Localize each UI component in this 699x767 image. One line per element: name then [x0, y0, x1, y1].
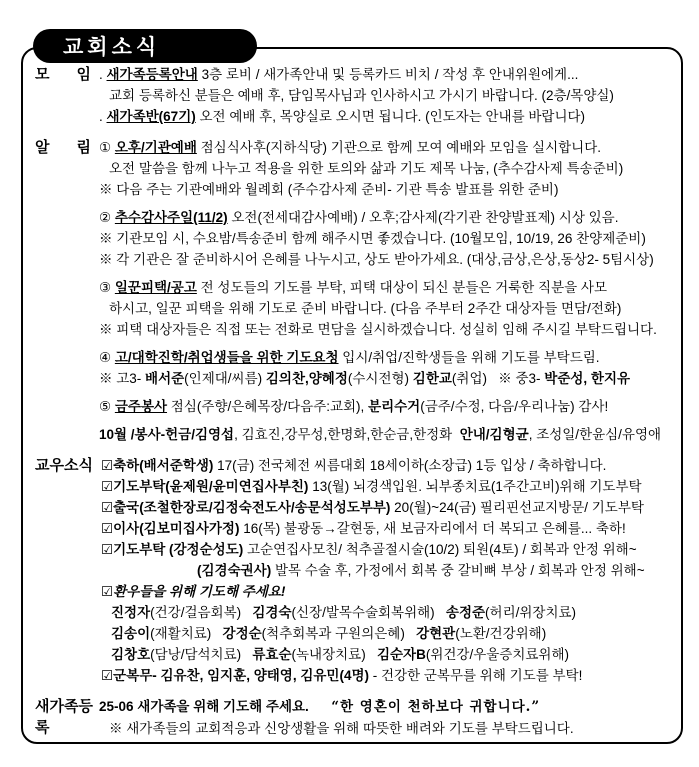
text-segment: 고/대학진학/취업생들을 위한 기도요청	[114, 350, 339, 365]
text-line	[101, 644, 675, 665]
text-segment: (재활치료)	[150, 626, 223, 641]
text-segment: 점심(주향/은혜목장/다음주:교회),	[167, 399, 369, 414]
text-line	[101, 518, 675, 539]
text-segment: , 김효진,강무성,한명화,한순금,한정화	[234, 427, 460, 442]
text-segment: (취업) ※ 중3-	[451, 371, 545, 386]
text-segment: (녹내장치료)	[291, 647, 377, 662]
bulletin-box	[21, 47, 683, 744]
text-segment: “한 영혼이 천하보다 귀합니다.”	[331, 699, 541, 715]
text-segment: 송정준	[445, 605, 486, 620]
text-segment: 발목 수술 후, 가정에서 회복 중 갈비뼈 부상 / 회복과 안정 위해~	[271, 563, 645, 578]
text-line	[101, 497, 675, 518]
text-segment: 김경숙	[252, 605, 292, 620]
text-segment: 입시/취업/진학생들을 위해 기도를 부탁드림.	[338, 350, 600, 365]
text-segment: 김창호	[111, 647, 151, 662]
text-segment: 김순자B	[376, 647, 426, 662]
text-segment: ☑	[101, 668, 114, 683]
section-label-char: 임	[76, 66, 91, 83]
text-segment: 출국(조철한장로/김정숙전도사/송문석성도부부)	[113, 500, 391, 515]
text-line	[99, 207, 675, 228]
text-segment: 진정자	[111, 605, 151, 620]
church-news-badge-label: 교회소식	[63, 36, 161, 59]
text-segment: 축하(배서준학생)	[113, 458, 214, 473]
section-gyowoo	[23, 455, 675, 686]
text-group	[101, 455, 675, 686]
text-segment: (금주/수정, 다음/우리나눔) 감사!	[420, 399, 609, 414]
text-line	[99, 64, 675, 85]
text-group	[99, 347, 675, 389]
text-segment: ☑	[101, 542, 114, 557]
text-line	[101, 623, 675, 644]
text-line	[101, 455, 675, 476]
text-line	[99, 396, 675, 417]
text-segment: 새가족등록안내	[106, 67, 198, 82]
section-label-alrim	[23, 137, 99, 445]
section-label-char: 우	[49, 457, 64, 474]
text-segment: (김경숙권사)	[197, 563, 272, 578]
text-line	[99, 228, 675, 249]
text-line	[99, 249, 675, 270]
section-label-char: 모	[35, 66, 50, 83]
section-label-char: 교	[35, 457, 50, 474]
text-segment: - 건강한 군복무를 위해 기도를 부탁!	[369, 668, 583, 683]
section-label-char: 림	[76, 139, 91, 156]
section-content-gyowoo	[101, 455, 675, 686]
text-segment: 13(월) 뇌경색입원. 뇌부종치료(1주간고비)위해 기도부탁	[308, 479, 642, 494]
church-news-badge	[33, 29, 257, 63]
text-group	[99, 696, 675, 739]
text-segment: 김송이	[111, 626, 151, 641]
text-segment: 강정순	[222, 626, 262, 641]
text-line	[99, 298, 675, 319]
text-segment: 3층 로비 / 새가족안내 및 등록카드 비치 / 작성 후 안내위원에게...	[197, 67, 579, 82]
text-segment: 안내/김형균	[459, 427, 529, 442]
text-line	[101, 602, 675, 623]
text-segment: 오후/기관예배	[114, 140, 197, 155]
text-segment: 25-06 새가족을 위해 기도해 주세요.	[99, 699, 309, 714]
section-label-moim	[23, 64, 99, 127]
text-segment: ④	[99, 350, 115, 365]
text-segment: ②	[99, 210, 115, 225]
text-group	[99, 424, 675, 445]
text-segment: 기도부탁 (강정순성도)	[113, 542, 244, 557]
text-segment: 이사(김보미집사가정)	[113, 521, 240, 536]
text-line	[99, 137, 675, 158]
text-segment: (신장/발목수술회복위해)	[291, 605, 446, 620]
text-line	[99, 696, 675, 718]
text-segment: 금주봉사	[114, 399, 168, 414]
text-group	[99, 137, 675, 200]
text-segment: 군복무- 김유찬, 임지훈, 양태영, 김유민(4명)	[113, 668, 370, 683]
text-segment: (척추회복과 구원의은혜)	[261, 626, 417, 641]
section-saegajok	[23, 696, 675, 739]
text-line	[99, 85, 675, 106]
section-moim	[23, 64, 675, 127]
text-segment: ☑	[101, 458, 114, 473]
text-segment: ①	[99, 140, 115, 155]
text-segment: ※ 새가족들의 교회적응과 신앙생활을 위해 따뜻한 배려와 기도를 부탁드립니다.	[109, 721, 574, 736]
sections-root	[23, 64, 675, 739]
section-label-char: 소	[64, 457, 79, 474]
text-segment: 16(목) 불광동→갈현동, 새 보금자리에서 더 복되고 은혜를... 축하!	[239, 521, 626, 536]
text-segment	[309, 699, 332, 714]
text-line	[99, 424, 675, 445]
text-segment: 일꾼피택/공고	[114, 280, 197, 295]
text-segment: .	[99, 109, 107, 124]
text-segment: ※ 다음 주는 기관예배와 월례회 (주수감사제 준비- 기관 특송 발표를 위한 준비)	[99, 182, 559, 197]
text-line	[99, 158, 675, 179]
text-segment: 20(월)~24(금) 필리핀선교지방문/ 기도부탁	[390, 500, 644, 515]
text-segment: 오전 예배 후, 목양실로 오시면 됩니다. (인도자는 안내를 바랍니다)	[195, 109, 586, 124]
section-label-char: 식	[78, 457, 93, 474]
text-segment: 김의찬,양혜정	[265, 371, 348, 386]
text-segment: 교회 등록하신 분들은 예배 후, 담임목사님과 인사하시고 가시기 바랍니다. (2층/목양실)	[109, 88, 614, 103]
text-line	[99, 319, 675, 340]
text-segment: .	[99, 67, 107, 82]
text-segment: 박준성, 한지유	[544, 371, 631, 386]
text-segment: ☑	[101, 479, 114, 494]
text-segment: 오전 말씀을 함께 나누고 적용을 위한 토의와 삶과 기도 제목 나눔, (추수감사제 특송준비)	[109, 161, 624, 176]
text-segment: ※ 각 기관은 잘 준비하시어 은혜를 나누시고, 상도 받아가세요. (대상,금상,은상,동상2- 5팀시상)	[99, 252, 654, 267]
text-line	[101, 539, 675, 560]
text-segment: 환우들을 위해 기도해 주세요!	[113, 584, 286, 599]
text-line	[99, 277, 675, 298]
text-segment: (허리/위장치료)	[485, 605, 577, 620]
text-line	[99, 718, 675, 739]
text-segment: ※ 기관모임 시, 수요밤/특송준비 함께 해주시면 좋겠습니다. (10월모임, 10/19, 26 찬양제준비)	[99, 231, 646, 246]
text-segment: 추수감사주일(11/2)	[114, 210, 228, 225]
section-content-alrim	[99, 137, 675, 445]
section-label-char: 알	[35, 139, 50, 156]
text-segment: 오전(전세대감사예배) / 오후;감사제(각기관 찬양발표제) 시상 있음.	[227, 210, 619, 225]
text-line	[101, 665, 675, 686]
text-line	[101, 581, 675, 602]
text-segment: 기도부탁(윤제원/윤미연집사부친)	[113, 479, 309, 494]
section-content-moim	[99, 64, 675, 127]
text-line	[99, 368, 675, 389]
text-segment: (담낭/담석치료)	[150, 647, 253, 662]
text-line	[99, 179, 675, 200]
text-group	[99, 277, 675, 340]
text-segment: ☑	[101, 500, 114, 515]
section-label-saegajok: 새가족등록	[35, 698, 93, 736]
text-segment: ③	[99, 280, 115, 295]
text-segment: (노환/건강위해)	[455, 626, 547, 641]
text-group	[99, 64, 675, 127]
text-segment: ※ 고3-	[99, 371, 146, 386]
text-segment: , 조성일/한윤심/유영애	[528, 427, 662, 442]
text-segment: 하시고, 일꾼 피택을 위해 기도로 준비 바랍니다. (다음 주부터 2주간 대상자들 면담/전화)	[109, 301, 622, 316]
text-segment: ☑	[101, 584, 114, 599]
text-segment: (인제대/씨름)	[184, 371, 266, 386]
text-segment: ☑	[101, 521, 114, 536]
text-segment: 분리수거	[368, 399, 421, 414]
text-segment: 17(금) 전국체전 씨름대회 18세이하(소장급) 1등 입상 / 축하합니다.	[213, 458, 607, 473]
text-segment: 류효순	[252, 647, 292, 662]
text-segment: ※ 피택 대상자들은 직접 또는 전화로 면담을 실시하겠습니다. 성실히 임해 주시길 부탁드립니다.	[99, 322, 657, 337]
text-segment: (건강/걸음회복)	[150, 605, 253, 620]
text-segment: 배서준	[145, 371, 185, 386]
text-line	[99, 347, 675, 368]
text-segment: 고순연집사모친/ 척추골절시술(10/2) 퇴원(4토) / 회복과 안정 위해~	[243, 542, 637, 557]
text-line	[99, 106, 675, 127]
text-segment: 전 성도들의 기도를 부탁, 피택 대상이 되신 분들은 거룩한 직분을 사모	[196, 280, 608, 295]
text-segment: 점심식사후(지하식당) 기관으로 함께 모여 예배와 모임을 실시합니다.	[196, 140, 602, 155]
section-content-saegajok	[99, 696, 675, 739]
text-line	[101, 560, 675, 581]
text-segment: 새가족반(67기)	[106, 109, 196, 124]
text-group	[99, 396, 675, 417]
text-segment: (위건강/우울증치료위해)	[425, 647, 569, 662]
text-segment: ⑤	[99, 399, 115, 414]
text-segment: 10월 /봉사-헌금/김영섭	[99, 427, 235, 442]
text-group	[99, 207, 675, 270]
text-line	[101, 476, 675, 497]
text-segment: (수시전형)	[347, 371, 413, 386]
text-segment: 김한교	[412, 371, 452, 386]
text-segment: 강현관	[416, 626, 456, 641]
section-label-gyowoo	[23, 455, 101, 686]
section-alrim	[23, 137, 675, 445]
